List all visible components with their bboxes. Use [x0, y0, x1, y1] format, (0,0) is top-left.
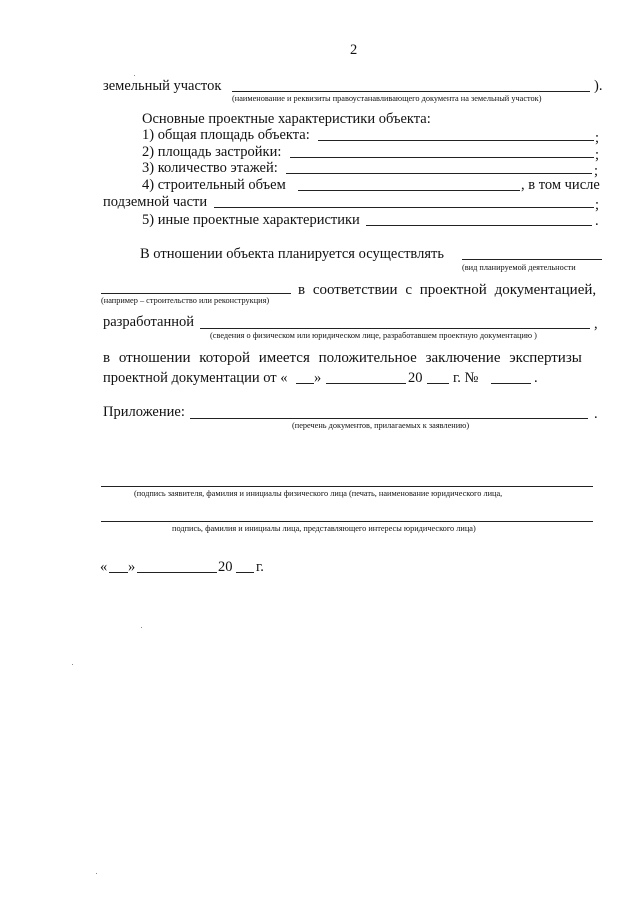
expertise-year-field[interactable] — [427, 383, 449, 384]
expertise-number-label: г. № — [453, 370, 479, 386]
land-plot-field[interactable] — [232, 91, 590, 92]
expertise-year: 20 — [408, 370, 423, 386]
area-label: 1) общая площадь объекта: — [142, 127, 310, 143]
expertise-number-field[interactable] — [491, 383, 531, 384]
date-day-field[interactable] — [109, 572, 128, 573]
scan-speck — [141, 627, 142, 628]
expertise-day-field[interactable] — [296, 383, 314, 384]
expertise-date-close: » — [314, 370, 322, 386]
developer-field[interactable] — [200, 328, 590, 329]
built-area-field[interactable] — [290, 157, 594, 158]
representative-signature-field[interactable] — [101, 521, 593, 522]
other-field[interactable] — [366, 225, 592, 226]
page-number: 2 — [350, 42, 358, 58]
expertise-end: . — [534, 370, 538, 386]
built-area-semicolon: ; — [595, 147, 600, 163]
floors-field[interactable] — [286, 173, 592, 174]
other-period: . — [595, 213, 599, 229]
floors-label: 3) количество этажей: — [142, 160, 278, 176]
appendix-label: Приложение: — [103, 404, 185, 420]
other-label: 5) иные проектные характеристики — [142, 212, 360, 228]
built-area-label: 2) площадь застройки: — [142, 144, 282, 160]
volume-tail: , в том числе — [521, 177, 600, 193]
appendix-end: . — [594, 406, 598, 422]
expertise-month-field[interactable] — [326, 383, 406, 384]
volume-field[interactable] — [298, 190, 520, 191]
developer-comma: , — [594, 316, 598, 332]
expertise-line-1: в отношении которой имеется положительное заключение экспертизы — [103, 350, 582, 366]
underground-label: подземной части — [103, 194, 208, 210]
date-year: 20 — [218, 559, 233, 575]
volume-label: 4) строительный объем — [142, 177, 286, 193]
floors-semicolon: ; — [594, 163, 599, 179]
activity-caption-left: (например – строительство или реконструкция) — [101, 296, 270, 305]
appendix-caption: (перечень документов, прилагаемых к заявлению) — [292, 421, 470, 430]
scan-speck — [72, 664, 73, 665]
activity-caption-right: (вид планируемой деятельности — [462, 263, 576, 272]
expertise-date-prefix: проектной документации от « — [103, 370, 288, 386]
representative-signature-caption: подпись, фамилия и инициалы лица, представляющего интересы юридического лица) — [172, 524, 476, 533]
underground-field[interactable] — [214, 207, 594, 208]
scan-speck — [96, 873, 97, 874]
land-plot-caption: (наименование и реквизиты правоустанавливающего документа на земельный участок) — [232, 94, 542, 103]
underground-semicolon: ; — [595, 197, 600, 213]
date-open: « — [100, 559, 108, 575]
area-semicolon: ; — [595, 130, 600, 146]
land-plot-label: земельный участок — [103, 78, 222, 94]
date-close: » — [128, 559, 136, 575]
activity-field-second[interactable] — [101, 293, 291, 294]
characteristics-heading: Основные проектные характеристики объекта: — [142, 111, 431, 127]
land-plot-end: ). — [594, 78, 603, 94]
applicant-signature-field[interactable] — [101, 486, 593, 487]
developed-label: разработанной — [103, 314, 195, 330]
activity-per-docs: в соответствии с проектной документацией, — [298, 282, 597, 298]
applicant-signature-caption: (подпись заявителя, фамилия и инициалы физического лица (печать, наименование юридического лица, — [134, 489, 503, 498]
developer-caption: (сведения о физическом или юридическом лице, разработавшем проектную документацию ) — [210, 331, 537, 340]
scan-speck — [134, 75, 135, 76]
activity-field-first[interactable] — [462, 259, 602, 260]
date-suffix: г. — [256, 559, 264, 575]
area-field[interactable] — [318, 140, 594, 141]
date-year-field[interactable] — [236, 572, 254, 573]
activity-intro: В отношении объекта планируется осуществлять — [140, 246, 444, 262]
appendix-field[interactable] — [190, 418, 588, 419]
date-month-field[interactable] — [137, 572, 217, 573]
